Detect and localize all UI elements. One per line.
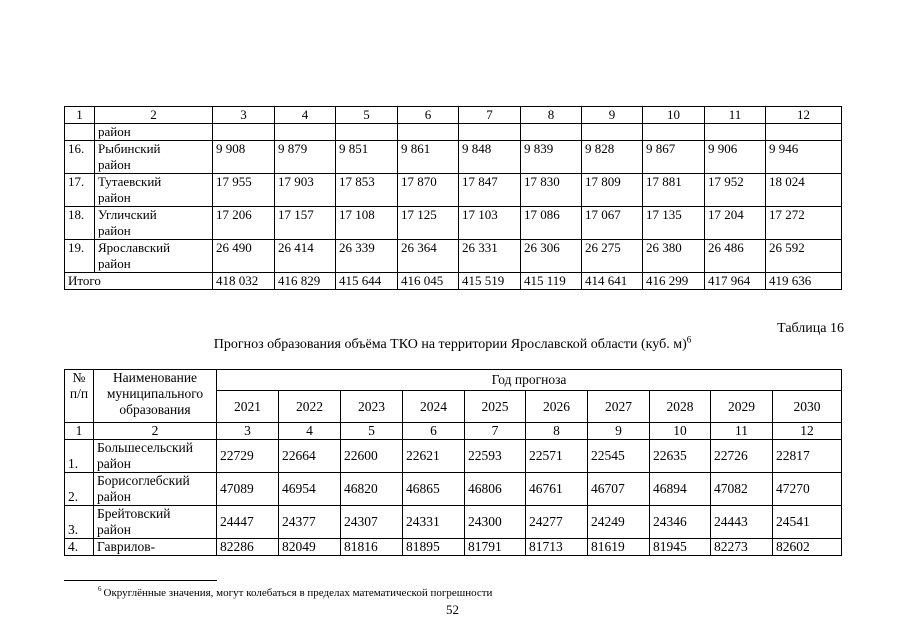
value-cell: 46820 — [341, 473, 403, 506]
total-value: 418 032 — [213, 273, 275, 290]
waste-volume-forecast-table — [64, 369, 842, 556]
value-cell: 26 331 — [459, 240, 521, 273]
value-cell: 17 847 — [459, 174, 521, 207]
column-number: 1 — [65, 107, 95, 124]
column-number-row — [65, 107, 842, 124]
value-cell: 26 486 — [705, 240, 766, 273]
row-number: 3. — [65, 506, 94, 539]
column-number: 4 — [275, 107, 336, 124]
value-cell: 17 067 — [582, 207, 643, 240]
value-cell: 17 103 — [459, 207, 521, 240]
value-cell: 46806 — [465, 473, 526, 506]
value-cell: 9 867 — [643, 141, 705, 174]
value-cell: 22600 — [341, 440, 403, 473]
value-cell: 9 851 — [336, 141, 398, 174]
year-header: 2030 — [773, 391, 842, 423]
row-number: 17. — [65, 174, 95, 207]
value-cell: 17 809 — [582, 174, 643, 207]
value-cell: 17 903 — [275, 174, 336, 207]
value-cell: 47270 — [773, 473, 842, 506]
column-number: 3 — [217, 423, 279, 440]
year-header: 2027 — [588, 391, 650, 423]
value-cell: 81791 — [465, 539, 526, 556]
regional-volume-table-continuation — [64, 106, 842, 290]
column-number: 8 — [521, 107, 582, 124]
value-cell: 82273 — [711, 539, 773, 556]
value-cell: 17 206 — [213, 207, 275, 240]
table-row — [65, 473, 842, 506]
table-number: Таблица 16 — [777, 321, 844, 336]
value-cell: 47089 — [217, 473, 279, 506]
column-number: 9 — [582, 107, 643, 124]
value-cell: 47082 — [711, 473, 773, 506]
row-number: 4. — [65, 539, 94, 556]
row-number: 18. — [65, 207, 95, 240]
footnote-text: Округлённые значения, могут колебаться в пределах математической погрешности — [103, 587, 493, 599]
value-cell: 24307 — [341, 506, 403, 539]
value-cell: 17 272 — [766, 207, 842, 240]
value-cell: 17 881 — [643, 174, 705, 207]
total-value: 417 964 — [705, 273, 766, 290]
footnote — [98, 587, 492, 599]
value-cell: 17 853 — [336, 174, 398, 207]
total-label: Итого — [65, 273, 213, 290]
column-number: 1 — [65, 423, 94, 440]
forecast-year-group-header: Год прогноза — [217, 370, 842, 391]
column-number: 4 — [279, 423, 341, 440]
table-row — [65, 440, 842, 473]
table-row — [65, 124, 842, 141]
column-number: 6 — [398, 107, 459, 124]
value-cell: 22635 — [650, 440, 711, 473]
value-cell: 24331 — [403, 506, 465, 539]
year-header: 2024 — [403, 391, 465, 423]
value-cell: 18 024 — [766, 174, 842, 207]
value-cell: 46865 — [403, 473, 465, 506]
value-cell: 81895 — [403, 539, 465, 556]
value-cell: 46894 — [650, 473, 711, 506]
value-cell: 17 952 — [705, 174, 766, 207]
column-number: 11 — [711, 423, 773, 440]
year-header: 2025 — [465, 391, 526, 423]
footnote-separator — [64, 580, 217, 581]
column-number: 7 — [459, 107, 521, 124]
row-number: 19. — [65, 240, 95, 273]
value-cell: 81945 — [650, 539, 711, 556]
value-cell: 22729 — [217, 440, 279, 473]
value-cell: 24249 — [588, 506, 650, 539]
value-cell: 9 828 — [582, 141, 643, 174]
value-cell: 17 125 — [398, 207, 459, 240]
total-value: 415 644 — [336, 273, 398, 290]
value-cell: 22571 — [526, 440, 588, 473]
value-cell: 24346 — [650, 506, 711, 539]
municipality-name: Брейтовский район — [94, 506, 217, 539]
column-number: 12 — [773, 423, 842, 440]
value-cell: 82049 — [279, 539, 341, 556]
column-number: 3 — [213, 107, 275, 124]
value-cell: 46954 — [279, 473, 341, 506]
column-number: 2 — [94, 423, 217, 440]
column-number: 5 — [341, 423, 403, 440]
column-number: 11 — [705, 107, 766, 124]
value-cell: 24443 — [711, 506, 773, 539]
value-cell: 22593 — [465, 440, 526, 473]
value-cell: 9 946 — [766, 141, 842, 174]
table-row — [65, 506, 842, 539]
column-number: 5 — [336, 107, 398, 124]
footnote-reference: 6 — [686, 334, 692, 345]
value-cell: 17 955 — [213, 174, 275, 207]
table-row — [65, 539, 842, 556]
column-number-row — [65, 423, 842, 440]
total-value: 415 519 — [459, 273, 521, 290]
footnote-number: 6 — [98, 585, 102, 594]
year-header: 2021 — [217, 391, 279, 423]
column-number: 8 — [526, 423, 588, 440]
value-cell: 81713 — [526, 539, 588, 556]
table-row — [65, 174, 842, 207]
value-cell: 22726 — [711, 440, 773, 473]
value-cell: 82286 — [217, 539, 279, 556]
header-row — [65, 370, 842, 391]
value-cell: 22621 — [403, 440, 465, 473]
total-row — [65, 273, 842, 290]
value-cell: 26 490 — [213, 240, 275, 273]
column-number: 9 — [588, 423, 650, 440]
total-value: 415 119 — [521, 273, 582, 290]
municipality-name: Угличский район — [95, 207, 213, 240]
total-value: 414 641 — [582, 273, 643, 290]
value-cell: 24377 — [279, 506, 341, 539]
row-number: 2. — [65, 473, 94, 506]
municipality-name: Тутаевский район — [95, 174, 213, 207]
column-number: 7 — [465, 423, 526, 440]
value-cell: 17 204 — [705, 207, 766, 240]
value-cell: 17 135 — [643, 207, 705, 240]
value-cell: 24541 — [773, 506, 842, 539]
year-header: 2026 — [526, 391, 588, 423]
table-row — [65, 240, 842, 273]
row-number: 16. — [65, 141, 95, 174]
value-cell: 17 870 — [398, 174, 459, 207]
year-header: 2029 — [711, 391, 773, 423]
value-cell: 26 339 — [336, 240, 398, 273]
municipality-name: Рыбинский район — [95, 141, 213, 174]
value-cell: 24447 — [217, 506, 279, 539]
value-cell: 9 908 — [213, 141, 275, 174]
value-cell: 17 830 — [521, 174, 582, 207]
total-value: 416 299 — [643, 273, 705, 290]
year-header: 2028 — [650, 391, 711, 423]
value-cell: 22545 — [588, 440, 650, 473]
page-number: 52 — [446, 602, 459, 617]
column-number: 10 — [650, 423, 711, 440]
value-cell: 46761 — [526, 473, 588, 506]
municipality-name: Гаврилов- — [94, 539, 217, 556]
column-number: 2 — [95, 107, 213, 124]
year-header: 2023 — [341, 391, 403, 423]
table-row — [65, 141, 842, 174]
value-cell: 82602 — [773, 539, 842, 556]
value-cell: 26 275 — [582, 240, 643, 273]
name-column-header: Наименование муниципального образования — [94, 370, 217, 423]
value-cell: 46707 — [588, 473, 650, 506]
value-cell: 26 414 — [275, 240, 336, 273]
value-cell: 24277 — [526, 506, 588, 539]
number-column-header: № п/п — [65, 370, 94, 423]
value-cell: 9 848 — [459, 141, 521, 174]
value-cell: 26 592 — [766, 240, 842, 273]
continued-name-cell: район — [95, 124, 213, 141]
column-number: 10 — [643, 107, 705, 124]
value-cell: 26 306 — [521, 240, 582, 273]
column-number: 6 — [403, 423, 465, 440]
value-cell: 17 157 — [275, 207, 336, 240]
value-cell: 9 906 — [705, 141, 766, 174]
value-cell: 24300 — [465, 506, 526, 539]
value-cell: 81816 — [341, 539, 403, 556]
value-cell: 22817 — [773, 440, 842, 473]
value-cell: 9 839 — [521, 141, 582, 174]
total-value: 419 636 — [766, 273, 842, 290]
municipality-name: Большесельский район — [94, 440, 217, 473]
value-cell: 17 108 — [336, 207, 398, 240]
value-cell: 22664 — [279, 440, 341, 473]
row-number: 1. — [65, 440, 94, 473]
column-number: 12 — [766, 107, 842, 124]
year-header: 2022 — [279, 391, 341, 423]
municipality-name: Ярославский район — [95, 240, 213, 273]
value-cell: 9 861 — [398, 141, 459, 174]
value-cell: 9 879 — [275, 141, 336, 174]
total-value: 416 045 — [398, 273, 459, 290]
table-row — [65, 207, 842, 240]
value-cell: 81619 — [588, 539, 650, 556]
value-cell: 26 380 — [643, 240, 705, 273]
total-value: 416 829 — [275, 273, 336, 290]
value-cell: 26 364 — [398, 240, 459, 273]
municipality-name: Борисоглебский район — [94, 473, 217, 506]
value-cell: 17 086 — [521, 207, 582, 240]
table-title: Прогноз образования объёма ТКО на территории Ярославской области (куб. м)$^6$ — [213, 334, 692, 352]
